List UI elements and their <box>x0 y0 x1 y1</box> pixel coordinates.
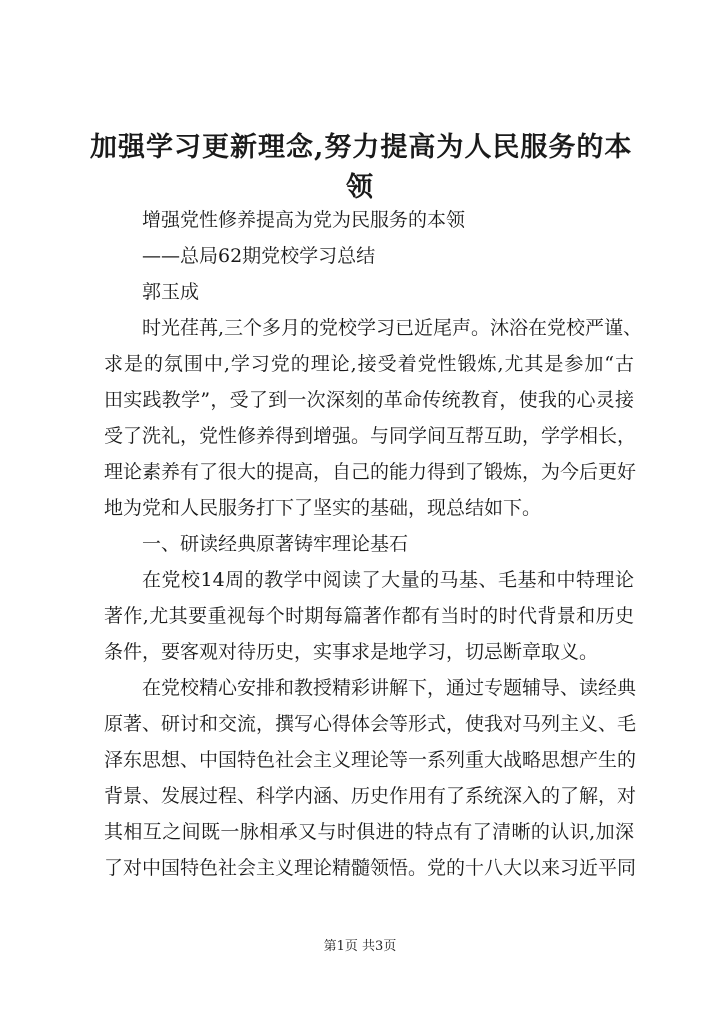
paragraph-line: 著作,尤其要重视每个时期每篇著作都有当时的时代背景和历史 <box>104 605 634 627</box>
paragraph-line: 条件，要客观对待历史，实事求是地学习，切忌断章取义。 <box>104 641 599 663</box>
page-number-label: 第1页 共3页 <box>323 939 397 954</box>
paragraph-line: 原著、研讨和交流，撰写心得体会等形式，使我对马列主义、毛 <box>104 713 637 735</box>
paragraph-line: 受了洗礼，党性修养得到增强。与同学间互帮互助，学学相长， <box>104 425 637 447</box>
paragraph-line: 了对中国特色社会主义理论精髓领悟。党的十八大以来习近平同 <box>104 857 637 879</box>
paragraph-line: 理论素养有了很大的提高，自己的能力得到了锻炼，为今后更好 <box>104 461 637 483</box>
paragraph-line: 在党校精心安排和教授精彩讲解下，通过专题辅导、读经典 <box>142 677 637 699</box>
page-footer <box>0 938 720 956</box>
subtitle: 增强党性修养提高为党为民服务的本领 <box>142 209 466 231</box>
subheading: ——总局62期党校学习总结 <box>142 245 376 267</box>
paragraph-line: 时光荏苒,三个多月的党校学习已近尾声。沐浴在党校严谨、 <box>142 317 643 339</box>
paragraph-line: 背景、发展过程、科学内涵、历史作用有了系统深入的了解，对 <box>104 785 637 807</box>
paragraph-line: 地为党和人民服务打下了坚实的基础，现总结如下。 <box>104 497 542 519</box>
document-body <box>104 202 643 886</box>
title-line-1: 加强学习更新理念,努力提高为人民服务的本 <box>90 132 633 163</box>
paragraph-line: 求是的氛围中,学习党的理论,接受着党性锻炼,尤其是参加“古 <box>104 353 634 375</box>
paragraph-line: 在党校14周的教学中阅读了大量的马基、毛基和中特理论 <box>142 569 634 591</box>
title-line-2: 领 <box>346 172 374 203</box>
section-heading: 一、研读经典原著铸牢理论基石 <box>142 533 409 555</box>
paragraph-line: 泽东思想、中国特色社会主义理论等一系列重大战略思想产生的 <box>104 749 637 771</box>
paragraph-line: 其相互之间既一脉相承又与时俱进的特点有了清晰的认识,加深 <box>104 821 634 843</box>
paragraph-line: 田实践教学”，受了到一次深刻的革命传统教育，使我的心灵接 <box>104 389 634 411</box>
author: 郭玉成 <box>142 281 200 303</box>
document-title <box>90 128 633 208</box>
